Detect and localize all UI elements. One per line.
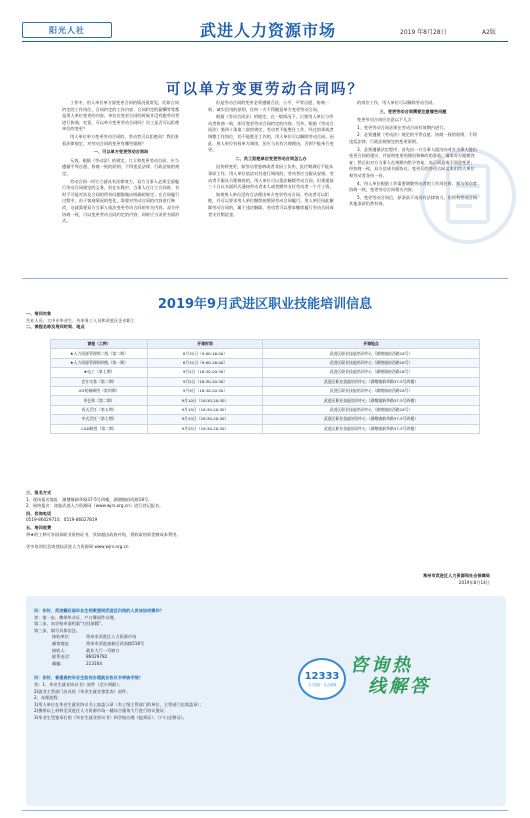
table-row <box>51 386 480 395</box>
article-subheading: 三、变更劳动合同需要注意哪些问题 <box>379 108 447 114</box>
course-name: ★人力资源管理师四级（第一期） <box>51 358 148 367</box>
info-value: 常州市武进高新区武南路518号 <box>86 640 145 646</box>
answer-line: 3)毕业生凭鉴章后的《毕业生就业协议书》到学校办理《报到证》、《户口迁移证》。 <box>34 714 187 720</box>
course-name: 西式烹饪（第五期） <box>51 405 148 414</box>
newspaper-title: 武进人力资源市场 <box>199 21 336 40</box>
info-label: 邮编： <box>52 660 65 666</box>
article-paragraph: 但是劳动合同的变更必须遵循合法、公平、平等自愿、协商一致、诚实信用的原则，任何一方不得随意单方变更劳动合同。 <box>208 100 330 112</box>
article-paragraph: 5、变更劳动合同后，原条款不再具有法律效力，但所有劳动合同其他条款仍然有效。 <box>349 194 477 207</box>
answer-line: 2)携带以上材料至武进区人力资源市场一楼综合服务大厅进行协议鉴证； <box>34 708 169 714</box>
hotline-slogan: 咨询热 线解答 <box>350 655 431 697</box>
course-place: 武进区职业技能培训中心（湖塘镇新华路37-5号四楼） <box>263 424 480 433</box>
course-time: 9月23日（18:30-20:30） <box>148 415 263 424</box>
table-row <box>51 415 480 424</box>
course-place: 武进区职业技能培训中心（湖塘镇府西路18号） <box>263 349 480 358</box>
article-paragraph: 4、用人单位根据工作需要调整劳动者的工作岗位时，须与劳动者协商一致，变更劳动合同相关内容。 <box>349 180 477 193</box>
info-value: 常州市武进区人力资源市场 <box>86 634 137 640</box>
answer-line: 第三步，填写具体信息。 <box>34 627 81 633</box>
info-row <box>52 641 414 648</box>
hotline-subtitle: 人力资源 · 社会保障 <box>307 683 337 687</box>
signature <box>360 573 490 586</box>
answer-line: 1)用人单位在毕业生就业协议书上加盖公章（有上级主管部门的单位，主管部门也需盖章）； <box>34 701 204 707</box>
info-value: 86029782 <box>86 654 108 660</box>
article-paragraph: 如果用人单位没有合法理由单方变更劳动合同，劳动者可以拒绝，并可以要求用人单位继续按照原劳动合同履行。用人单位因此解除劳动合同的，属于违法解除，劳动者可以要求继续履行劳动合同或者支付赔偿金。 <box>208 191 334 217</box>
course-time: 9月9日（18:30-20:30） <box>148 386 263 395</box>
course-table <box>50 339 480 434</box>
course-place: 武进区职业技能培训中心（湖塘镇府西路18号） <box>263 386 480 395</box>
course-name: 茶艺师（第二期） <box>51 396 148 405</box>
more-info-note: 更多培训信息请登陆武进人力资源网 www.wjrs.org.cn <box>26 544 129 550</box>
paper-logo: 阳光人社 <box>22 22 112 38</box>
article-paragraph: 3、必须遵循法定程序。首先由一方当事人提出向对方当事人提出变更合同的建议，并说明变更的理由和修改的条款、请求对方限期答复；然后由对方当事人在规期内给予答复，表示同意或不同意变更；经协商一致，双方达成书面协议。变更后的劳动合同文本由用人单位和劳动者各执一份。 <box>349 146 477 178</box>
table-row <box>51 358 480 367</box>
answer-line: 2)就业主管部门出具的《毕业生就业推荐表》原件。 <box>34 688 131 694</box>
hotline-badge <box>298 658 346 700</box>
article-paragraph: 用人单位单方变更劳动合同的，劳动者可以拒绝吗？我们来看法律规定，对劳动合同的变更有哪些限制？ <box>62 133 179 146</box>
question-2: 问：你好，普通高校毕业生如何办理就业协议书审核手续？ <box>34 675 143 681</box>
training-details <box>26 489 506 551</box>
info-label: 邮寄地址： <box>52 640 73 646</box>
hotline-number: 12333 <box>304 671 340 682</box>
course-place: 武进区职业技能培训中心（湖塘镇新华路37-5号四楼） <box>263 415 480 424</box>
course-place: 武进区职业技能培训中心（湖塘镇府西路18号） <box>263 368 480 377</box>
article-title: 可以单方变更劳动合同吗？ <box>166 81 364 98</box>
issue-page: A2版 <box>482 29 496 36</box>
article-paragraph: 根据《劳动合同法》的规定，在一般情况下，只要用人单位与劳动者协商一致，即可变更劳动合同约定的内容。另外，根据《劳动合同法》第四十条第二款的规定，劳动者不能胜任工作，经过培训或者调整工作岗位，仍不能胜任工作的，用人单位可以解除劳动合同。因此，用人单位有权单方调岗，但应当具有合理理由，否则不能单方变更。 <box>208 114 334 153</box>
article-paragraph: 工作中，用人单位单方面变更合同的情况很常见，比如合同约定的工作岗位、合同约定的工作内容、合同约定的薪酬等等都是用人单位变更的内容。单位在变更合同的时候并没有跟劳动者进行协商。究竟，可以单方变更劳动合同吗？员工是否可以拒绝单位的变更？ <box>62 100 180 132</box>
article-subheading: 二、员工拒绝单位变更劳动合同怎么办 <box>235 155 307 161</box>
article-paragraph: 1、变更劳动合同必须在劳动合同有效期内进行。 <box>357 124 448 130</box>
masthead-rule <box>22 41 508 42</box>
course-time: 9月19日（18:30-20:30） <box>148 405 263 414</box>
fee-note: 带★的工种可享国家职业资格证书，其如超出政府补贴，将收取培训差额成本费用。 <box>26 531 181 537</box>
section-rule <box>22 278 508 279</box>
course-name: UG机械制图（第四期） <box>51 386 148 395</box>
table-row <box>51 396 480 405</box>
section-heading: 一、培训对象 <box>26 311 52 316</box>
register-line: 1、现场报名地址：湖塘镇新华路37-5号四楼、湖塘镇府西路18号。 <box>26 496 153 502</box>
table-row <box>51 424 480 433</box>
table-row <box>51 349 480 358</box>
info-label: 接收人： <box>52 647 69 653</box>
article-paragraph: 2、必须遵循《劳动法》规定的平等自愿、协商一致的原则，不得违反法律、行政法规规定的变更原则。 <box>349 132 477 144</box>
course-time: 8月31日（9:00-16:00） <box>148 349 263 358</box>
info-label: 联系电话： <box>52 654 73 660</box>
register-line: 2、网络报名：登陆武进人力资源网（www.wjrs.org.cn）进行登记报名。 <box>26 503 164 509</box>
table-row <box>51 405 480 414</box>
answer-line: 答：第一步，携带毕业证、户口簿原件办理。 <box>34 614 118 620</box>
signature-org: 常州市武进区人力资源和社会保障局 <box>422 573 490 578</box>
course-place: 武进区职业技能培训中心（湖塘镇府西路18号） <box>263 405 480 414</box>
course-name: 会计实务（第二期） <box>51 377 148 386</box>
column-header: 开课时间 <box>148 340 263 349</box>
article-subheading: 一、可以单方变更劳动合同吗 <box>93 149 149 155</box>
course-place: 武进区职业技能培训中心（湖塘镇府西路18号） <box>263 358 480 367</box>
training-intro <box>26 311 506 331</box>
signature-date: 2019年8月14日 <box>458 579 490 585</box>
table-row <box>51 377 480 386</box>
course-place: 武进区职业技能培训中心（湖塘镇新华路37-5号四楼） <box>263 377 480 386</box>
section-heading: 五、培训收费 <box>26 524 52 530</box>
info-value: 213164 <box>86 660 102 666</box>
training-target: 失业人员、大中专毕业生、外来务工人员和武进区企业职工 <box>26 317 135 323</box>
course-name: ★人力资源管理师二级（第二期） <box>51 349 148 358</box>
info-label: 接收单位： <box>52 634 73 640</box>
article-paragraph: 因伤病变更，如劳动者患病或者非因工负伤，医疗期满后不能从事原工作，用人单位依法对其进行调岗的，劳动者应当服从安排。劳动者不服从合理调岗的，用人单位可以依法解除劳动合同，但须提前三十日以书面形式通知劳动者本人或者额外支付劳动者一个月工资。 <box>208 164 334 190</box>
section-heading: 二、课程名称及培训时间、地点 <box>26 324 85 330</box>
bottom-rule <box>22 810 508 811</box>
column-header: 开课地点 <box>263 340 480 349</box>
section-heading: 三、报名方式 <box>26 490 52 495</box>
answer-line: 第二步，向学校申请档案“打回原籍”。 <box>34 621 106 627</box>
article-paragraph: 无效。根据《劳动法》的规定，订立和变更劳动合同，应当遵循平等自愿、协商一致的原则，不得违反法律、行政法规的规定。 <box>62 157 180 176</box>
column-header: 课程（工种） <box>51 340 148 349</box>
watermark-icon <box>418 146 518 246</box>
article-paragraph: 的岗位工作，用人单位可以解除劳动合同。 <box>357 100 437 105</box>
article-column-1 <box>62 100 180 226</box>
info-value: 就业大厅一号窗口 <box>86 647 120 653</box>
answer-line: 答：1、毕业生就业协议书》原件（至少两联）； <box>34 681 123 687</box>
course-time: 9月2日（18:30-20:30） <box>148 377 263 386</box>
answer-line: 2、办理流程： <box>34 695 62 701</box>
consult-phone: 0519-86029710、0519-86027819 <box>26 517 98 523</box>
info-row <box>52 634 414 641</box>
course-time: 9月25日（18:30-20:30） <box>148 424 263 433</box>
article-paragraph: 劳动合同一经订立就具有法律效力，双方当事人必须全面履行劳动合同规定的义务，但在实践中，当事人在订立合同时，有时不可能对涉及合同的所有问题都做出明确的规定；在合同履行过程中，由于客观情况的变化，需要对劳动合同的内容进行修改，这就需要双方当事人依法变更劳动合同的有关内容。双方经协商一致，可以变更劳动合同约定的内容，同时应当采用书面形式。 <box>62 178 180 224</box>
course-time: 9月10日（18:30-20:30） <box>148 396 263 405</box>
section-heading: 四、咨询电话 <box>26 510 52 516</box>
issue-date: 2019 年8月28日 <box>400 29 447 36</box>
article-paragraph: 变更劳动合同应注意以下几点： <box>357 117 416 123</box>
article-column-2 <box>208 100 334 219</box>
masthead <box>0 0 530 44</box>
course-time: 8月31日（9:00-16:00） <box>148 358 263 367</box>
course-name: ★电工（第七期） <box>51 368 148 377</box>
course-time: 9月2日（18:30-20:30） <box>148 368 263 377</box>
course-place: 武进区职业技能培训中心（湖塘镇新华路37-5号四楼） <box>263 396 480 405</box>
course-name: CAD制图（第二期） <box>51 424 148 433</box>
table-row <box>51 368 480 377</box>
course-name: 中式烹饪（第七期） <box>51 415 148 424</box>
training-title: 2019年9月武进区职业技能培训信息 <box>157 297 373 312</box>
question-1: 问：你好，武进籍应届毕业生档案想到武进区归档的人员该如何操作？ <box>34 608 164 613</box>
info-row <box>52 648 414 655</box>
